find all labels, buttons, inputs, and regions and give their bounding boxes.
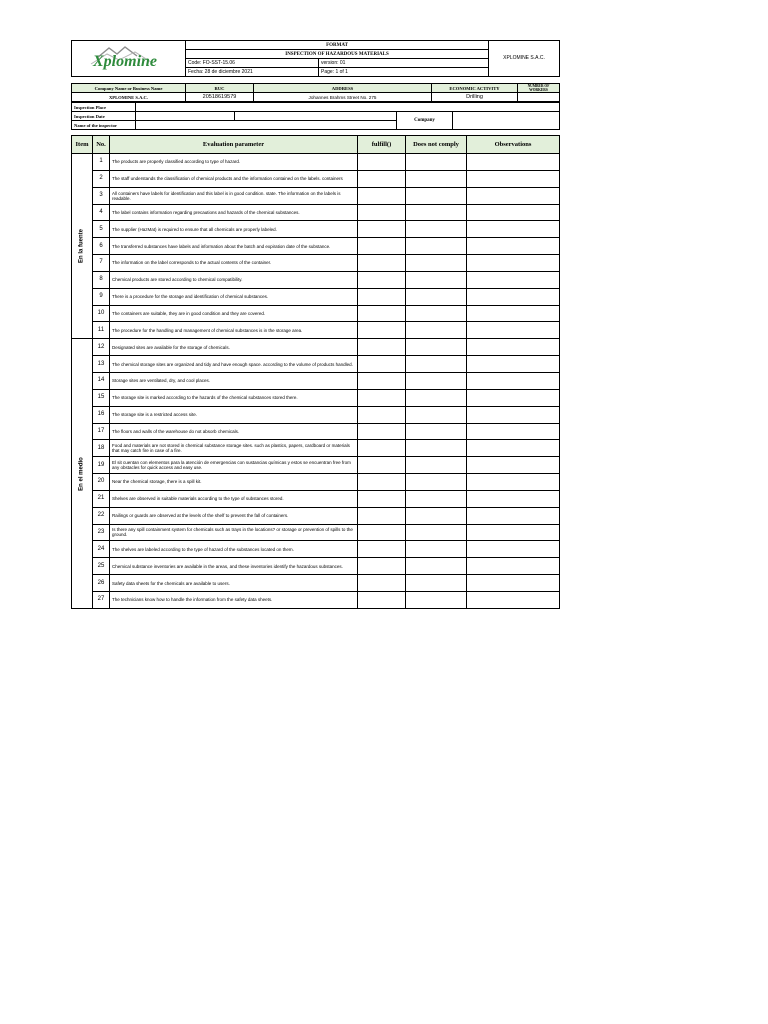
workers-value[interactable]	[518, 93, 560, 102]
fulfill-column-header: fulfill()	[358, 136, 406, 154]
table-row	[72, 457, 560, 474]
inspector-name-label: Name of the inspector	[72, 121, 136, 130]
evaluation-parameter: Safety data sheets for the chemicals are available to users.	[110, 575, 358, 592]
observations-cell[interactable]	[467, 541, 560, 558]
observations-cell[interactable]	[467, 238, 560, 255]
observations-cell[interactable]	[467, 507, 560, 524]
evaluation-parameter: The supplier (HazMat) is required to ensure that all chemicals are properly labeled.	[110, 221, 358, 238]
fulfill-cell[interactable]	[358, 356, 406, 373]
not-comply-cell[interactable]	[406, 339, 467, 356]
business-name-header: Company Name or Business Name	[72, 84, 186, 93]
economic-activity-value[interactable]: Drilling	[432, 93, 518, 102]
not-comply-cell[interactable]	[406, 474, 467, 491]
observations-cell[interactable]	[467, 457, 560, 474]
row-number: 11	[93, 322, 110, 339]
table-row	[72, 288, 560, 305]
form-header	[71, 40, 560, 77]
observations-cell[interactable]	[467, 389, 560, 406]
observations-cell[interactable]	[467, 288, 560, 305]
table-row	[72, 406, 560, 423]
observations-cell[interactable]	[467, 490, 560, 507]
observations-cell[interactable]	[467, 356, 560, 373]
observations-cell[interactable]	[467, 204, 560, 221]
observations-column-header: Observations	[467, 136, 560, 154]
observations-cell[interactable]	[467, 154, 560, 171]
row-number: 23	[93, 524, 110, 541]
observations-cell[interactable]	[467, 406, 560, 423]
fulfill-cell[interactable]	[358, 204, 406, 221]
item-group-cell	[72, 339, 93, 609]
table-row	[72, 524, 560, 541]
table-row	[72, 558, 560, 575]
document-version: version: 01	[319, 59, 489, 68]
format-label: FORMAT	[186, 41, 489, 50]
table-row	[72, 541, 560, 558]
fulfill-cell[interactable]	[358, 490, 406, 507]
not-comply-cell[interactable]	[406, 406, 467, 423]
row-number: 18	[93, 440, 110, 457]
table-row	[72, 591, 560, 608]
evaluation-parameter: The label contains information regarding precautions and hazards of the chemical substances.	[110, 204, 358, 221]
address-header: ADDRESS	[254, 84, 432, 93]
mountain-logo-icon	[77, 44, 181, 70]
observations-cell[interactable]	[467, 187, 560, 204]
evaluation-parameter: There is a procedure for the storage and identification of chemical substances.	[110, 288, 358, 305]
fulfill-cell[interactable]	[358, 440, 406, 457]
fulfill-cell[interactable]	[358, 322, 406, 339]
company-logo	[72, 41, 186, 77]
table-row	[72, 356, 560, 373]
not-comply-cell[interactable]	[406, 288, 467, 305]
fulfill-cell[interactable]	[358, 507, 406, 524]
row-number: 8	[93, 271, 110, 288]
evaluation-parameter: The information on the label corresponds to the actual contents of the container.	[110, 255, 358, 272]
evaluation-parameter: Chemical substance inventories are available in the areas, and these inventories identify the hazardous substances.	[110, 558, 358, 575]
observations-cell[interactable]	[467, 575, 560, 592]
row-number: 12	[93, 339, 110, 356]
not-comply-cell[interactable]	[406, 423, 467, 440]
evaluation-parameter: The transferred substances have labels and information about the batch and expiration date of the substance.	[110, 238, 358, 255]
table-row	[72, 372, 560, 389]
evaluation-parameter: Designated sites are available for the storage of chemicals.	[110, 339, 358, 356]
fulfill-cell[interactable]	[358, 457, 406, 474]
row-number: 3	[93, 187, 110, 204]
row-number: 14	[93, 372, 110, 389]
document-page: Page: 1 of 1	[319, 68, 489, 77]
not-comply-cell[interactable]	[406, 154, 467, 171]
row-number: 7	[93, 255, 110, 272]
observations-cell[interactable]	[467, 255, 560, 272]
table-row	[72, 423, 560, 440]
fulfill-cell[interactable]	[358, 271, 406, 288]
observations-cell[interactable]	[467, 372, 560, 389]
company-label: Company	[397, 112, 453, 130]
row-number: 1	[93, 154, 110, 171]
observations-cell[interactable]	[467, 591, 560, 608]
observations-cell[interactable]	[467, 524, 560, 541]
inspection-date-extra-field[interactable]	[235, 112, 397, 121]
evaluation-parameter: The storage site is marked according to the hazards of the chemical substances stored there.	[110, 389, 358, 406]
group-label-medium: En el medio	[78, 456, 85, 491]
table-row	[72, 474, 560, 491]
row-number: 2	[93, 170, 110, 187]
observations-cell[interactable]	[467, 322, 560, 339]
evaluation-parameter: Shelves are observed in suitable materials according to the type of substances stored.	[110, 490, 358, 507]
inspection-place-field[interactable]	[136, 103, 560, 112]
table-row	[72, 339, 560, 356]
business-name-value: XPLOMINE S.A.C.	[72, 93, 186, 102]
checklist-table	[71, 135, 560, 609]
table-row	[72, 221, 560, 238]
observations-cell[interactable]	[467, 440, 560, 457]
evaluation-parameter: The shelves are labeled according to the type of hazard of the substances located on them.	[110, 541, 358, 558]
evaluation-parameter: The staff understands the classification of chemical products and the information contained on the labels. containers	[110, 170, 358, 187]
company-field[interactable]	[453, 112, 560, 130]
no-column-header: No.	[93, 136, 110, 154]
parameter-column-header: Evaluation parameter	[110, 136, 358, 154]
table-row	[72, 204, 560, 221]
fulfill-cell[interactable]	[358, 389, 406, 406]
not-comply-cell[interactable]	[406, 440, 467, 457]
fulfill-cell[interactable]	[358, 170, 406, 187]
row-number: 17	[93, 423, 110, 440]
fulfill-cell[interactable]	[358, 372, 406, 389]
inspection-date-label: Inspection Date	[72, 112, 136, 121]
not-comply-cell[interactable]	[406, 541, 467, 558]
inspection-place-label: Inspection Place	[72, 103, 136, 112]
observations-cell[interactable]	[467, 271, 560, 288]
row-number: 5	[93, 221, 110, 238]
fulfill-cell[interactable]	[358, 255, 406, 272]
fulfill-cell[interactable]	[358, 474, 406, 491]
fulfill-cell[interactable]	[358, 305, 406, 322]
evaluation-parameter: Is there any spill containment system for chemicals such as trays in the locations? or storage or prevention of spills to the ground.	[110, 524, 358, 541]
row-number: 25	[93, 558, 110, 575]
row-number: 10	[93, 305, 110, 322]
table-row	[72, 255, 560, 272]
fulfill-cell[interactable]	[358, 423, 406, 440]
observations-cell[interactable]	[467, 423, 560, 440]
not-comply-cell[interactable]	[406, 372, 467, 389]
fulfill-cell[interactable]	[358, 238, 406, 255]
checklist-body	[72, 154, 560, 609]
observations-cell[interactable]	[467, 474, 560, 491]
table-row	[72, 238, 560, 255]
row-number: 24	[93, 541, 110, 558]
evaluation-parameter: The floors and walls of the warehouse do not absorb chemicals.	[110, 423, 358, 440]
observations-cell[interactable]	[467, 170, 560, 187]
fulfill-cell[interactable]	[358, 288, 406, 305]
evaluation-parameter: The chemical storage sites are organized and tidy and have enough space. according to the volume of products handled.	[110, 356, 358, 373]
table-row	[72, 507, 560, 524]
not-comply-cell[interactable]	[406, 356, 467, 373]
ruc-header: RUC	[186, 84, 254, 93]
row-number: 27	[93, 591, 110, 608]
not-comply-cell[interactable]	[406, 591, 467, 608]
logo-text: Xplomine	[92, 53, 157, 70]
workers-header: NUMBER OF WORKERS	[518, 84, 560, 93]
not-comply-cell[interactable]	[406, 322, 467, 339]
row-number: 6	[93, 238, 110, 255]
not-comply-cell[interactable]	[406, 524, 467, 541]
not-comply-cell[interactable]	[406, 389, 467, 406]
evaluation-parameter: Near the chemical storage, there is a spill kit.	[110, 474, 358, 491]
observations-cell[interactable]	[467, 305, 560, 322]
evaluation-parameter: Chemical products are stored according to chemical compatibility.	[110, 271, 358, 288]
table-row	[72, 305, 560, 322]
item-group-cell	[72, 154, 93, 339]
fulfill-cell[interactable]	[358, 575, 406, 592]
not-comply-cell[interactable]	[406, 221, 467, 238]
evaluation-parameter: All containers have labels for identification and this label is in good condition. state. The information on the labels is readable.	[110, 187, 358, 204]
fulfill-cell[interactable]	[358, 558, 406, 575]
evaluation-parameter: Railings or guards are observed at the levels of the shelf to prevent the fall of containers.	[110, 507, 358, 524]
evaluation-parameter: Food and materials are not stored in chemical substance storage sites. such as plastics, papers, cardboard or materials that may catch fire in case of a fire.	[110, 440, 358, 457]
row-number: 9	[93, 288, 110, 305]
not-comply-cell[interactable]	[406, 255, 467, 272]
address-value[interactable]: Johannes Brahms Street No. 275	[254, 93, 432, 102]
document-code: Code: FO-SST-15.06	[186, 59, 319, 68]
row-number: 15	[93, 389, 110, 406]
not-comply-column-header: Does not comply	[406, 136, 467, 154]
fulfill-cell[interactable]	[358, 187, 406, 204]
evaluation-parameter: The procedure for the handling and management of chemical substances is in the storage area.	[110, 322, 358, 339]
table-row	[72, 154, 560, 171]
evaluation-parameter: The products are properly classified according to type of hazard.	[110, 154, 358, 171]
evaluation-parameter: The storage site is a restricted access site.	[110, 406, 358, 423]
fulfill-cell[interactable]	[358, 591, 406, 608]
not-comply-cell[interactable]	[406, 238, 467, 255]
observations-cell[interactable]	[467, 339, 560, 356]
row-number: 16	[93, 406, 110, 423]
inspection-form	[71, 40, 559, 609]
fulfill-cell[interactable]	[358, 406, 406, 423]
inspector-name-field[interactable]	[136, 121, 397, 130]
not-comply-cell[interactable]	[406, 457, 467, 474]
table-row	[72, 322, 560, 339]
table-row	[72, 490, 560, 507]
row-number: 21	[93, 490, 110, 507]
fulfill-cell[interactable]	[358, 541, 406, 558]
not-comply-cell[interactable]	[406, 575, 467, 592]
evaluation-parameter: The containers are suitable, they are in good condition and they are covered.	[110, 305, 358, 322]
fulfill-cell[interactable]	[358, 221, 406, 238]
not-comply-cell[interactable]	[406, 271, 467, 288]
economic-activity-header: ECONOMIC ACTIVITY	[432, 84, 518, 93]
not-comply-cell[interactable]	[406, 187, 467, 204]
not-comply-cell[interactable]	[406, 170, 467, 187]
not-comply-cell[interactable]	[406, 507, 467, 524]
group-label-source: En la fuente	[78, 229, 85, 264]
row-number: 13	[93, 356, 110, 373]
row-number: 19	[93, 457, 110, 474]
document-date: Fecha: 28 de diciembre 2021	[186, 68, 319, 77]
table-row	[72, 575, 560, 592]
evaluation-parameter: Storage sites are ventilated, dry, and cool places.	[110, 372, 358, 389]
company-info-table	[71, 83, 560, 102]
not-comply-cell[interactable]	[406, 490, 467, 507]
fulfill-cell[interactable]	[358, 339, 406, 356]
evaluation-parameter: El sit cuentan con elementos para la atención de emergencias con sustancias químicas y estos se encuentran free from any obstacles for quick access and easy use.	[110, 457, 358, 474]
table-row	[72, 389, 560, 406]
row-number: 22	[93, 507, 110, 524]
inspection-info-table	[71, 102, 560, 130]
table-row	[72, 271, 560, 288]
not-comply-cell[interactable]	[406, 305, 467, 322]
inspection-date-field[interactable]	[136, 112, 235, 121]
table-row	[72, 170, 560, 187]
row-number: 4	[93, 204, 110, 221]
not-comply-cell[interactable]	[406, 204, 467, 221]
observations-cell[interactable]	[467, 558, 560, 575]
document-title: INSPECTION OF HAZARDOUS MATERIALS	[186, 50, 489, 59]
fulfill-cell[interactable]	[358, 154, 406, 171]
table-row	[72, 440, 560, 457]
fulfill-cell[interactable]	[358, 524, 406, 541]
row-number: 26	[93, 575, 110, 592]
evaluation-parameter: The technicians know how to handle the information from the safety data sheets.	[110, 591, 358, 608]
observations-cell[interactable]	[467, 221, 560, 238]
row-number: 20	[93, 474, 110, 491]
not-comply-cell[interactable]	[406, 558, 467, 575]
ruc-value[interactable]: 20518619579	[186, 93, 254, 102]
table-row	[72, 187, 560, 204]
company-name-header: XPLOMINE S.A.C.	[489, 41, 560, 77]
item-column-header: Item	[72, 136, 93, 154]
